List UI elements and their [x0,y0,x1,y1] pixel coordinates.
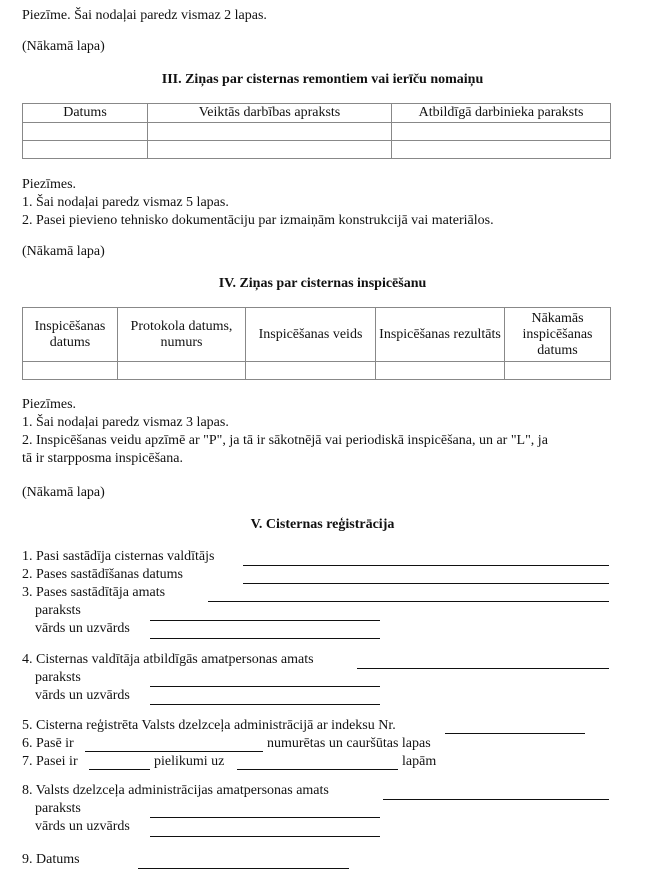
header-cell: Nākamās inspicēšanas datums [505,308,611,362]
name-field[interactable] [150,836,380,837]
name-label: vārds un uzvārds [35,819,130,834]
table-row [23,141,611,159]
section-3-title: III. Ziņas par cisternas remontiem vai ierīču nomaiņu [161,72,484,87]
item-5-field[interactable] [445,733,585,734]
signature-label: paraksts [35,603,81,618]
name-field[interactable] [150,704,380,705]
table-cell[interactable] [392,141,611,159]
header-cell: Inspicēšanas datums [23,308,118,362]
item-8-label: 8. Valsts dzelzceļa administrācijas amatpersonas amats [22,783,329,798]
signature-field[interactable] [150,620,380,621]
notes-title: Piezīmes. [22,177,77,192]
item-2-label: 2. Pases sastādīšanas datums [22,567,183,582]
section-5-title: V. Cisternas reģistrācija [250,517,395,532]
notes-title: Piezīmes. [22,397,77,412]
item-8-field[interactable] [383,799,609,800]
name-label: vārds un uzvārds [35,621,130,636]
item-6-label: 6. Pasē ir [22,736,74,751]
table-cell[interactable] [23,141,148,159]
item-9-label: 9. Datums [22,852,80,867]
note: 1. Šai nodaļai paredz vismaz 5 lapas. [22,195,229,210]
signature-label: paraksts [35,670,81,685]
note: 2. Pasei pievieno tehnisko dokumentāciju par izmaiņām konstrukcijā vai materiālos. [22,213,494,228]
item-7-attachments-field[interactable] [89,769,150,770]
table-row [23,362,611,380]
header-cell: Veiktās darbības apraksts [148,104,392,123]
table-header-row [23,308,611,362]
table-cell[interactable] [505,362,611,380]
item-2-field[interactable] [243,583,609,584]
header-cell: Protokola datums, numurs [118,308,246,362]
item-1-field[interactable] [243,565,609,566]
table-row [23,123,611,141]
name-label: vārds un uzvārds [35,688,130,703]
header-cell: Atbildīgā darbinieka paraksts [392,104,611,123]
table-cell[interactable] [23,123,148,141]
next-page-label: (Nākamā lapa) [22,485,105,500]
item-4-label: 4. Cisternas valdītāja atbildīgās amatpersonas amats [22,652,314,667]
inspection-table [22,307,611,380]
header-cell: Datums [23,104,148,123]
table-header-row [23,104,611,123]
signature-field[interactable] [150,686,380,687]
item-6-suffix: numurētas un cauršūtas lapas [267,736,431,751]
table-cell[interactable] [148,123,392,141]
item-7-suffix: lapām [402,754,437,769]
table-cell[interactable] [392,123,611,141]
item-5-label: 5. Cisterna reģistrēta Valsts dzelzceļa administrācijā ar indeksu Nr. [22,718,396,733]
note: 1. Šai nodaļai paredz vismaz 3 lapas. [22,415,229,430]
table-cell[interactable] [376,362,505,380]
name-field[interactable] [150,638,380,639]
item-4-field[interactable] [357,668,609,669]
repairs-table [22,103,611,159]
header-cell: Inspicēšanas veids [246,308,376,362]
date-field[interactable] [138,868,349,869]
item-7-middle: pielikumi uz [154,754,225,769]
section-4-title: IV. Ziņas par cisternas inspicēšanu [218,276,427,291]
table-cell[interactable] [148,141,392,159]
item-3-field[interactable] [208,601,609,602]
table-cell[interactable] [23,362,118,380]
item-3-label: 3. Pases sastādītāja amats [22,585,166,600]
signature-label: paraksts [35,801,81,816]
item-1-label: 1. Pasi sastādīja cisternas valdītājs [22,549,215,564]
item-7-pages-field[interactable] [237,769,398,770]
next-page-label: (Nākamā lapa) [22,39,105,54]
note: tā ir starpposma inspicēšana. [22,451,183,466]
signature-field[interactable] [150,817,380,818]
top-note: Piezīme. Šai nodaļai paredz vismaz 2 lapas. [22,8,267,23]
table-cell[interactable] [118,362,246,380]
item-6-field[interactable] [85,751,263,752]
note: 2. Inspicēšanas veidu apzīmē ar "P", ja tā ir sākotnējā vai periodiskā inspicēšana, un ar "L", ja [22,433,548,448]
next-page-label: (Nākamā lapa) [22,244,105,259]
header-cell: Inspicēšanas rezultāts [376,308,505,362]
table-cell[interactable] [246,362,376,380]
item-7-label: 7. Pasei ir [22,754,78,769]
